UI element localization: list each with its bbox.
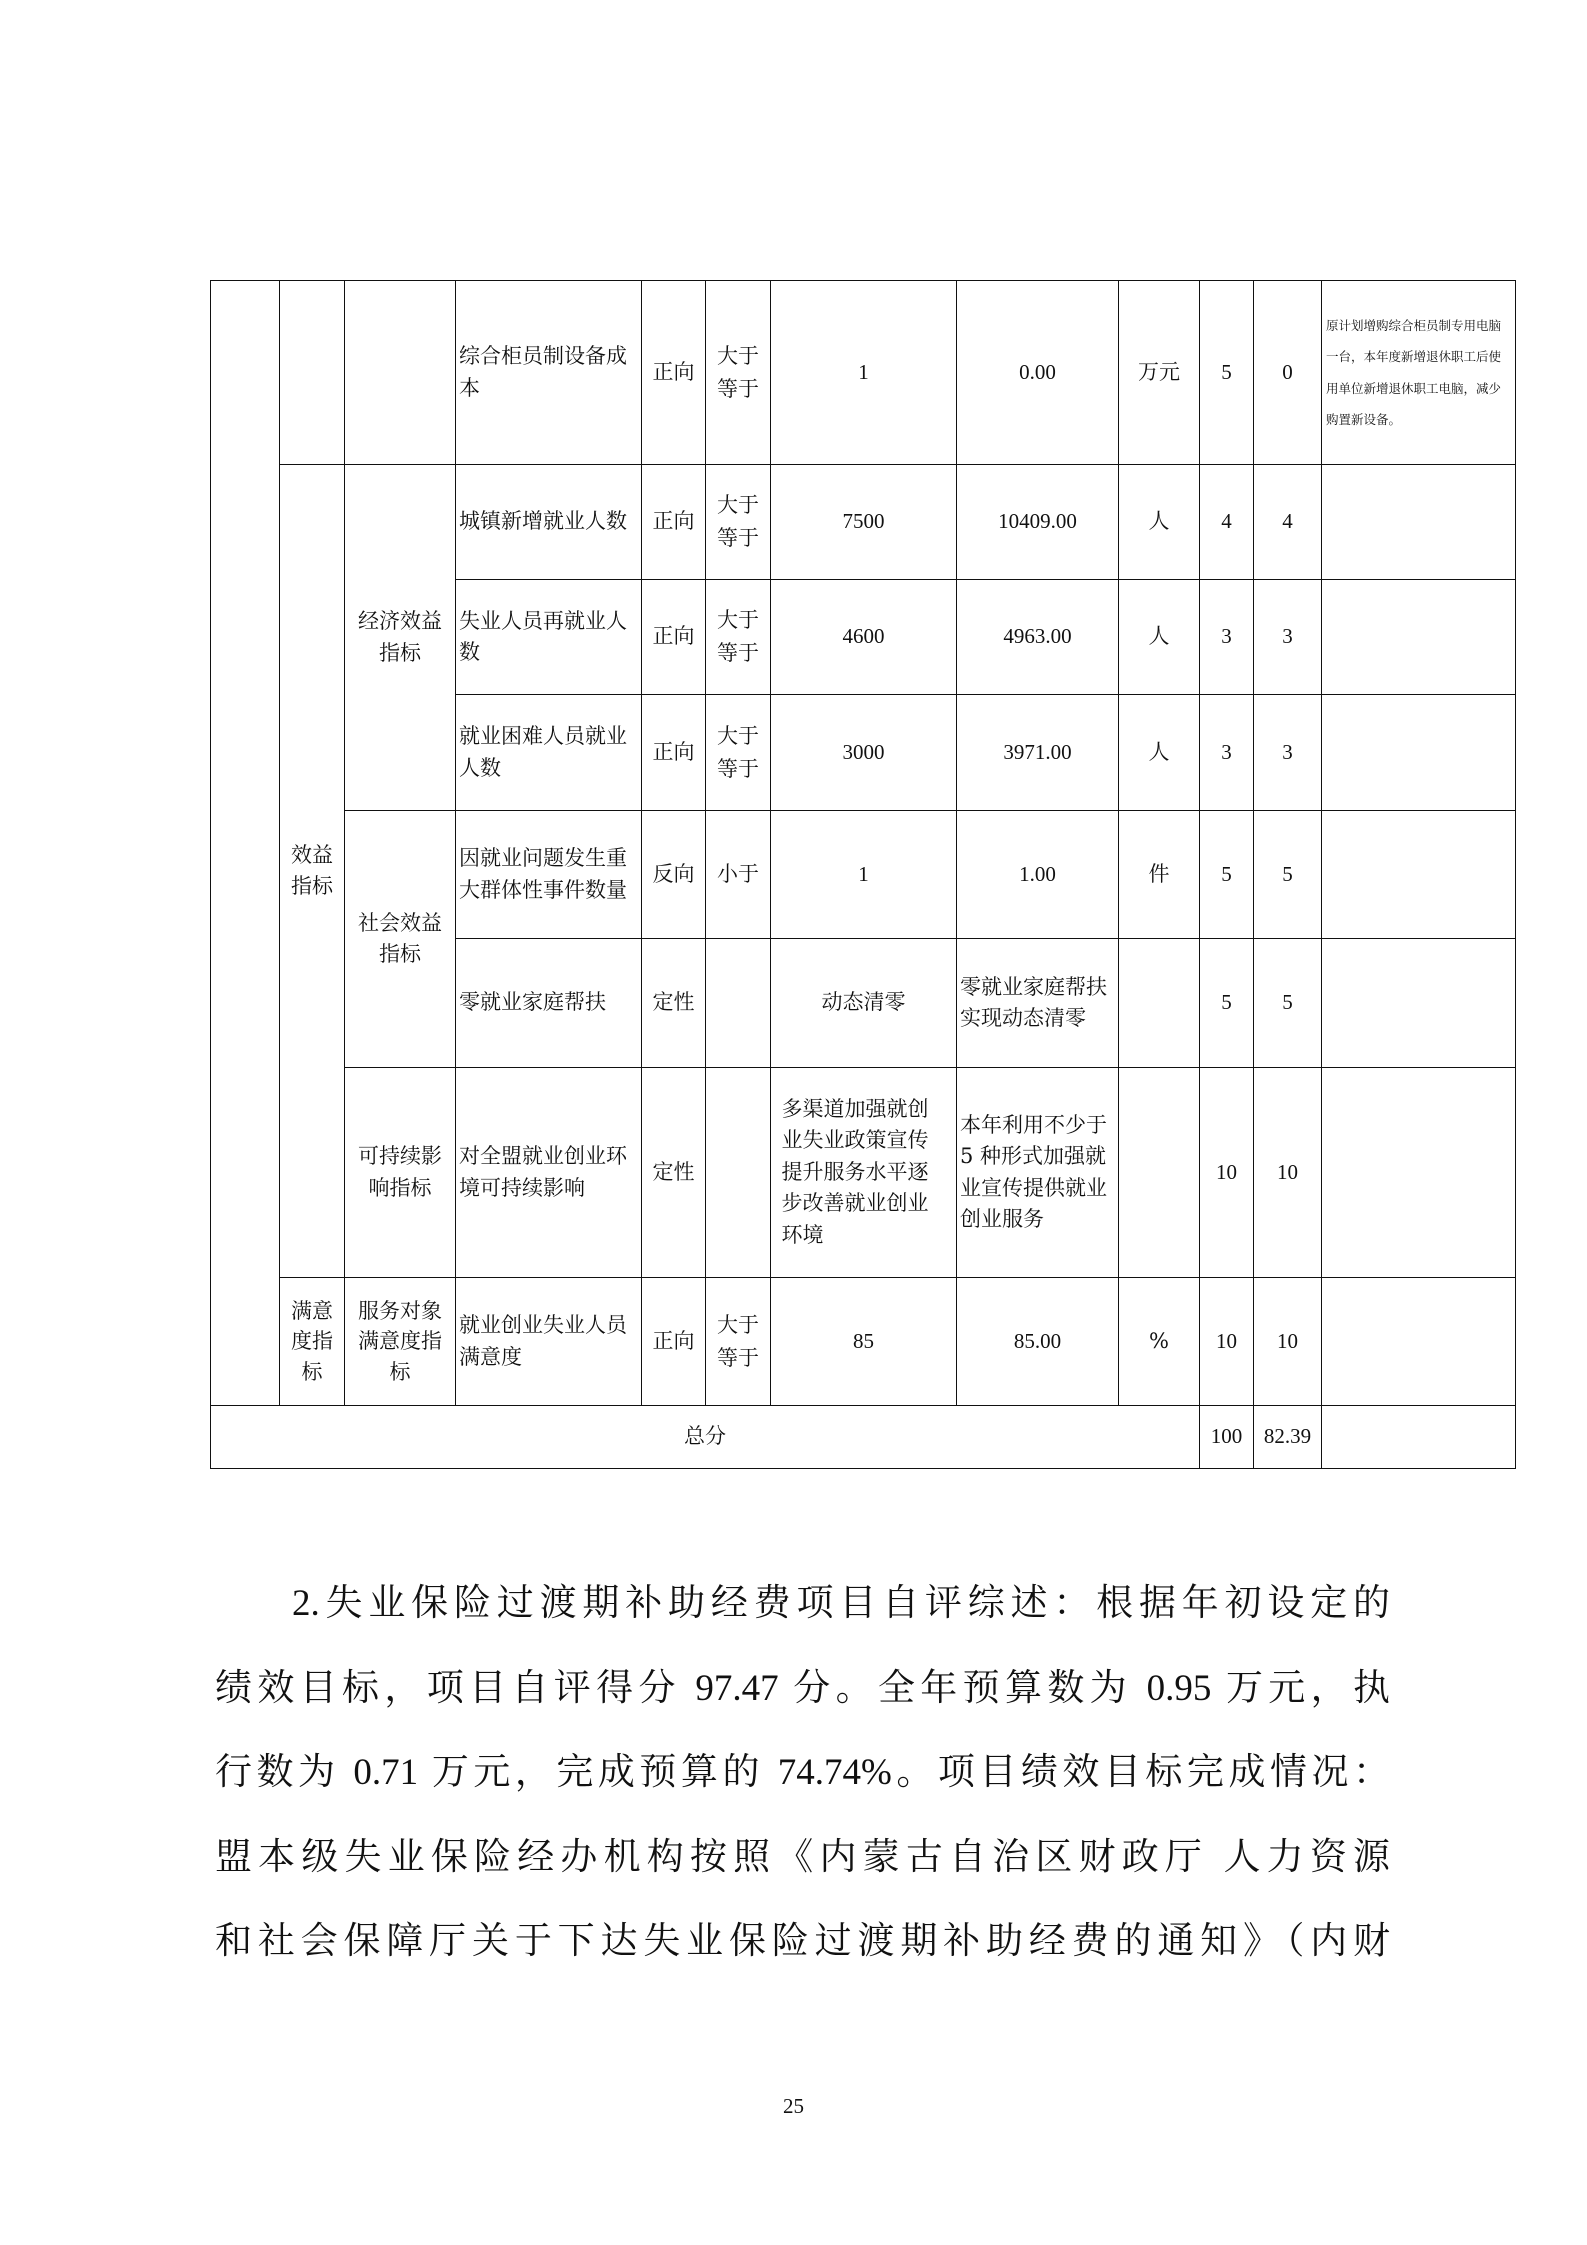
- table-actual-cell: [956, 1277, 1119, 1406]
- table-cell-text: 85.00: [1013, 1328, 1062, 1353]
- table-cell-text: 4600: [842, 624, 885, 649]
- table-indicator-cell: [455, 1067, 642, 1278]
- table-cell-text: 4: [1221, 509, 1232, 534]
- table-unit-cell: [1118, 1277, 1200, 1406]
- page-number: 25: [783, 2094, 804, 2118]
- level1-benefit-label: 效益指标: [279, 464, 345, 1278]
- table-score-cell: [1253, 694, 1322, 811]
- table-actual-cell: [956, 464, 1119, 580]
- table-weight-cell: [1199, 1277, 1254, 1406]
- table-target-cell: [770, 579, 957, 695]
- table-score-cell: [1253, 579, 1322, 695]
- table-cell-text: 0.00: [1019, 359, 1056, 384]
- table-weight-cell: [1199, 938, 1254, 1068]
- table-cell-text: 正向: [652, 739, 695, 764]
- table-indicator-cell: [455, 938, 642, 1068]
- table-target-cell: [770, 1067, 957, 1278]
- table-score-cell: [1253, 1067, 1322, 1278]
- table-cell-text: 就业困难人员就业人数: [459, 724, 627, 780]
- table-operator-cell: [705, 280, 771, 465]
- table-cell-text: 正向: [652, 359, 695, 384]
- table-cell-text: 对全盟就业创业环境可持续影响: [459, 1144, 627, 1200]
- table-cell-col1-empty: [210, 280, 280, 1406]
- table-cell-text: 5: [1221, 990, 1232, 1015]
- table-cell-text: 动态清零: [821, 990, 906, 1015]
- table-cell-text: 3: [1282, 739, 1293, 764]
- table-direction-cell: [641, 1277, 706, 1406]
- paragraph-line: 和社会保障厅关于下达失业保险过渡期补助经费的通知》（内财: [215, 1921, 1390, 1962]
- table-cell-text: 原计划增购综合柜员制专用电脑一台，本年度新增退休职工后使用单位新增退休职工电脑，减少购置新设备。: [1326, 318, 1502, 427]
- table-cell-col2-empty: [279, 280, 345, 465]
- table-cell-text: 1.00: [1019, 861, 1056, 886]
- table-direction-cell: [641, 938, 706, 1068]
- table-cell-text: 多渠道加强就创业失业政策宣传提升服务水平逐步改善就业创业环境: [781, 1096, 929, 1247]
- table-cell-text: 城镇新增就业人数: [459, 509, 627, 534]
- table-cell-text: 85: [853, 1328, 874, 1353]
- level2-economic-label: 经济效益指标: [344, 464, 456, 811]
- table-note-cell: [1321, 280, 1516, 465]
- table-cell-text: 10: [1216, 1159, 1237, 1184]
- table-cell-text: 10: [1277, 1328, 1298, 1353]
- table-actual-cell: [956, 810, 1119, 939]
- table-cell-text: 正向: [652, 509, 695, 534]
- table-cell-text: 1: [858, 861, 869, 886]
- table-note-cell: [1321, 1067, 1516, 1278]
- level2-social-label: 社会效益指标: [344, 810, 456, 1068]
- table-cell-text: 10: [1216, 1328, 1237, 1353]
- table-score-cell: [1253, 1277, 1322, 1406]
- table-direction-cell: [641, 464, 706, 580]
- table-direction-cell: [641, 694, 706, 811]
- table-cell-text: 就业创业失业人员满意度: [459, 1313, 627, 1369]
- table-cell-text: 1: [858, 359, 869, 384]
- table-note-cell: [1321, 1277, 1516, 1406]
- table-note-cell: [1321, 938, 1516, 1068]
- table-weight-cell: [1199, 579, 1254, 695]
- table-target-cell: [770, 810, 957, 939]
- table-cell-text: 7500: [842, 509, 885, 534]
- table-score-cell: [1253, 938, 1322, 1068]
- table-score-cell: [1253, 810, 1322, 939]
- total-note: [1321, 1405, 1516, 1469]
- table-unit-cell: [1118, 464, 1200, 580]
- table-unit-cell: [1118, 280, 1200, 465]
- table-cell-text: 大于等于: [717, 493, 759, 550]
- table-operator-cell: [705, 464, 771, 580]
- table-cell-text: 正向: [652, 624, 695, 649]
- table-unit-cell: [1118, 694, 1200, 811]
- total-weight: 100: [1199, 1405, 1254, 1469]
- table-cell-text: 5: [1282, 990, 1293, 1015]
- table-unit-cell: [1118, 579, 1200, 695]
- table-cell-text: 零就业家庭帮扶: [459, 990, 606, 1015]
- table-cell-text: 5: [1282, 861, 1293, 886]
- table-cell-text: %: [1149, 1328, 1169, 1353]
- table-cell-text: 失业人员再就业人数: [459, 608, 627, 664]
- table-target-cell: [770, 938, 957, 1068]
- table-operator-cell: [705, 694, 771, 811]
- table-weight-cell: [1199, 280, 1254, 465]
- table-cell-text: 万元: [1138, 359, 1180, 384]
- paragraph-line: 绩效目标，项目自评得分 97.47 分。全年预算数为 0.95 万元，执: [215, 1667, 1390, 1709]
- table-operator-cell: [705, 1067, 771, 1278]
- table-indicator-cell: [455, 1277, 642, 1406]
- total-score: 82.39: [1253, 1405, 1322, 1469]
- table-score-cell: [1253, 464, 1322, 580]
- table-cell-text: 人: [1148, 509, 1170, 534]
- table-cell-text: 3971.00: [1003, 739, 1072, 764]
- table-note-cell: [1321, 464, 1516, 580]
- table-cell-text: 10409.00: [998, 509, 1077, 534]
- paragraph-line: 盟本级失业保险经办机构按照《内蒙古自治区财政厅 人力资源: [215, 1836, 1390, 1878]
- table-cell-text: 大于等于: [717, 723, 759, 781]
- body-paragraph: [215, 1562, 1390, 1985]
- table-cell-text: 0: [1282, 359, 1293, 384]
- table-direction-cell: [641, 1067, 706, 1278]
- table-weight-cell: [1199, 1067, 1254, 1278]
- table-cell-text: 5: [1221, 861, 1232, 886]
- table-unit-cell: [1118, 938, 1200, 1068]
- table-actual-cell: [956, 1067, 1119, 1278]
- table-cell-text: 反向: [652, 861, 695, 886]
- table-cell-text: 因就业问题发生重大群体性事件数量: [459, 846, 627, 902]
- level1-satisfaction-label: 满意度指标: [279, 1277, 345, 1406]
- table-cell-text: 本年利用不少于 5 种形式加强就业宣传提供就业创业服务: [960, 1112, 1107, 1231]
- table-operator-cell: [705, 810, 771, 939]
- paragraph-line: 2.失业保险过渡期补助经费项目自评综述：根据年初设定的: [292, 1583, 1390, 1624]
- table-indicator-cell: [455, 579, 642, 695]
- table-cell-text: 3000: [842, 739, 885, 764]
- table-note-cell: [1321, 810, 1516, 939]
- table-weight-cell: [1199, 694, 1254, 811]
- table-cell-text: 零就业家庭帮扶实现动态清零: [960, 974, 1107, 1030]
- table-cell-text: 综合柜员制设备成本: [459, 344, 627, 400]
- table-cell-text: 件: [1148, 861, 1170, 886]
- table-cell-text: 大于等于: [717, 1312, 759, 1370]
- table-cell-text: 3: [1221, 739, 1232, 764]
- table-cell-text: 3: [1282, 624, 1293, 649]
- table-cell-text: 3: [1221, 624, 1232, 649]
- table-target-cell: [770, 280, 957, 465]
- table-weight-cell: [1199, 810, 1254, 939]
- table-actual-cell: [956, 579, 1119, 695]
- table-cell-text: 定性: [652, 990, 695, 1015]
- table-direction-cell: [641, 810, 706, 939]
- table-actual-cell: [956, 280, 1119, 465]
- table-weight-cell: [1199, 464, 1254, 580]
- table-operator-cell: [705, 938, 771, 1068]
- table-cell-text: 4963.00: [1003, 624, 1072, 649]
- level2-sustainable-label: 可持续影响指标: [344, 1067, 456, 1278]
- table-cell-text: 小于: [717, 862, 759, 887]
- table-cell-text: 大于等于: [717, 608, 759, 665]
- table-unit-cell: [1118, 1067, 1200, 1278]
- table-target-cell: [770, 1277, 957, 1406]
- table-note-cell: [1321, 694, 1516, 811]
- table-indicator-cell: [455, 694, 642, 811]
- table-cell-col3-empty: [344, 280, 456, 465]
- table-unit-cell: [1118, 810, 1200, 939]
- table-actual-cell: [956, 694, 1119, 811]
- table-cell-text: 10: [1277, 1159, 1298, 1184]
- table-cell-text: 4: [1282, 509, 1293, 534]
- table-cell-text: 5: [1221, 359, 1232, 384]
- table-score-cell: [1253, 280, 1322, 465]
- paragraph-line: 行数为 0.71 万元，完成预算的 74.74%。项目绩效目标完成情况：: [215, 1752, 1390, 1793]
- level2-service-label: 服务对象满意度指标: [344, 1277, 456, 1406]
- table-direction-cell: [641, 280, 706, 465]
- table-indicator-cell: [455, 810, 642, 939]
- table-cell-text: 定性: [652, 1159, 695, 1184]
- table-actual-cell: [956, 938, 1119, 1068]
- table-indicator-cell: [455, 464, 642, 580]
- total-label: 总分: [210, 1405, 1200, 1469]
- table-target-cell: [770, 694, 957, 811]
- table-cell-text: 正向: [652, 1328, 695, 1353]
- table-cell-text: 人: [1148, 739, 1170, 764]
- table-note-cell: [1321, 579, 1516, 695]
- table-target-cell: [770, 464, 957, 580]
- table-operator-cell: [705, 1277, 771, 1406]
- table-cell-text: 大于等于: [717, 343, 759, 401]
- table-cell-text: 人: [1148, 624, 1170, 649]
- table-indicator-cell: [455, 280, 642, 465]
- table-direction-cell: [641, 579, 706, 695]
- table-operator-cell: [705, 579, 771, 695]
